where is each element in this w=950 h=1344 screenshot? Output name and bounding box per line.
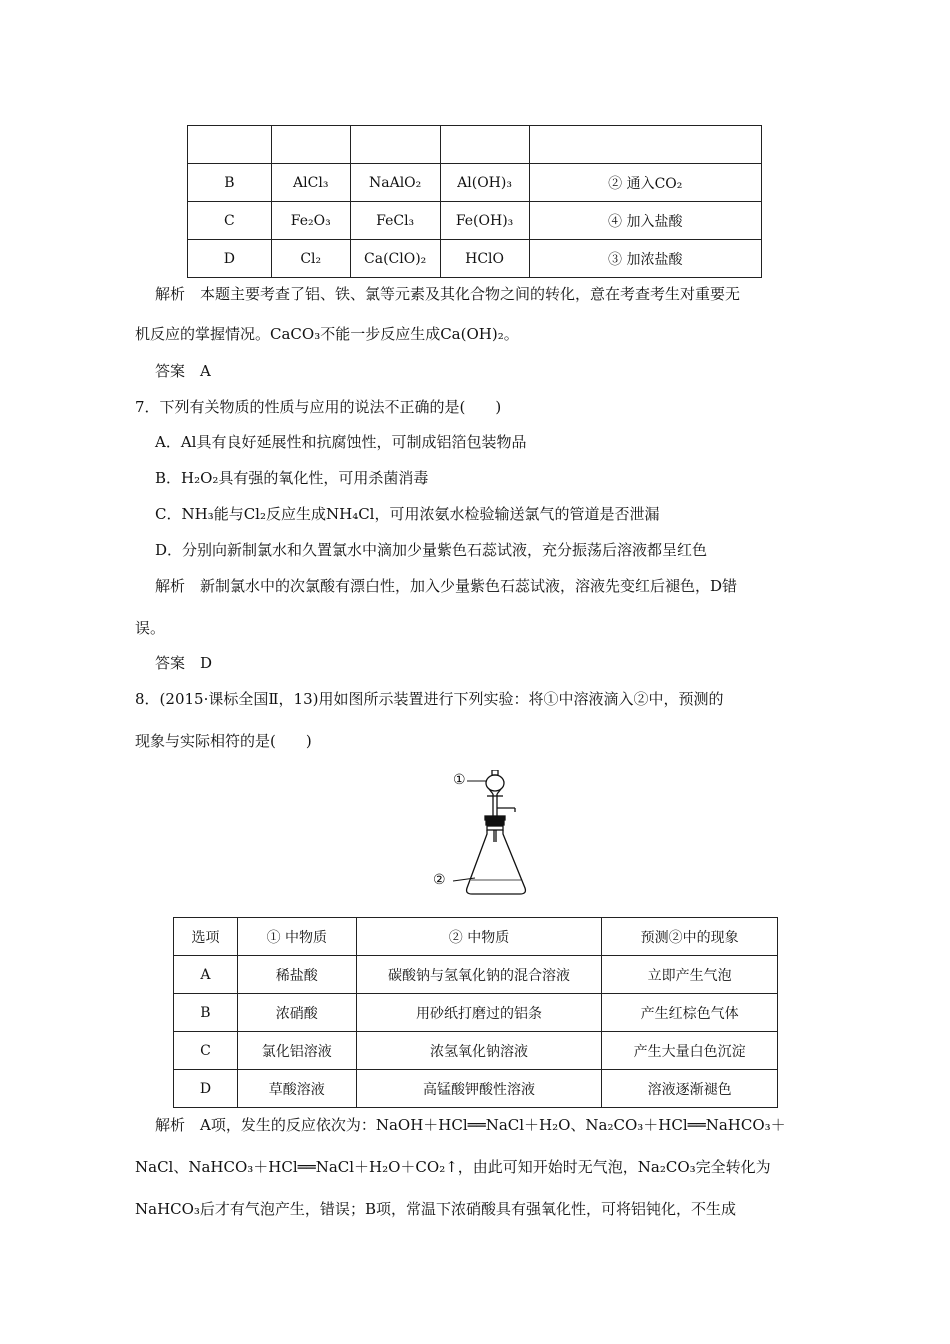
table-row (188, 126, 762, 164)
table-cell (271, 126, 350, 164)
table-cell: 浓硝酸 (237, 994, 356, 1032)
table-cell: NaAlO₂ (350, 164, 440, 202)
q8-analysis-line1: 解析 A项，发生的反应依次为：NaOH＋HCl══NaCl＋H₂O、Na₂CO₃＋HCl══NaHCO₃＋ (155, 1116, 786, 1134)
table-cell: 草酸溶液 (237, 1070, 356, 1108)
q7-option-c: C．NH₃能与Cl₂反应生成NH₄Cl，可用浓氨水检验输送氯气的管道是否泄漏 (155, 505, 660, 523)
table-cell: 产生红棕色气体 (602, 994, 778, 1032)
table-cell: C (174, 1032, 238, 1070)
table-cell: AlCl₃ (271, 164, 350, 202)
table-cell: Ca(ClO)₂ (350, 240, 440, 278)
apparatus-figure (445, 770, 555, 900)
table-cell (350, 126, 440, 164)
funnel-bulb (486, 775, 504, 791)
table-cell: A (174, 956, 238, 994)
figure-label-1: ① (453, 772, 466, 788)
q7-option-b: B．H₂O₂具有强的氧化性，可用杀菌消毒 (155, 469, 429, 487)
table-cell: Fe(OH)₃ (440, 202, 529, 240)
table-cell: D (174, 1070, 238, 1108)
table-header-row (174, 918, 778, 956)
table-row (174, 994, 778, 1032)
table-cell: Al(OH)₃ (440, 164, 529, 202)
q7-stem: 7．下列有关物质的性质与应用的说法不正确的是( ) (135, 398, 502, 416)
funnel-stopper (492, 770, 498, 775)
table-row (174, 956, 778, 994)
q8-analysis-line3: NaHCO₃后才有气泡产生，错误；B项，常温下浓硝酸具有强氧化性，可将铝钝化，不生成 (135, 1200, 736, 1218)
q6-analysis-line1: 解析 本题主要考查了铝、铁、氯等元素及其化合物之间的转化，意在考查考生对重要无 (155, 285, 741, 303)
table-cell: 氯化铝溶液 (237, 1032, 356, 1070)
table-cell (188, 126, 272, 164)
table-cell: D (188, 240, 272, 278)
rubber-stopper-band (485, 816, 505, 820)
q7-option-a: A．Al具有良好延展性和抗腐蚀性，可制成铝箔包装物品 (155, 433, 527, 451)
table-cell: C (188, 202, 272, 240)
table-row (188, 202, 762, 240)
table-cell: 产生大量白色沉淀 (602, 1032, 778, 1070)
table-cell: ③ 加浓盐酸 (529, 240, 761, 278)
q8-analysis-line2: NaCl、NaHCO₃＋HCl══NaCl＋H₂O＋CO₂↑，由此可知开始时无气泡，Na₂CO₃完全转化为 (135, 1158, 771, 1176)
table-row (188, 164, 762, 202)
table-cell (440, 126, 529, 164)
q6-answer: 答案 A (155, 362, 211, 380)
table-cell: ② 通入CO₂ (529, 164, 761, 202)
table-cell: Cl₂ (271, 240, 350, 278)
q8-stem-line2: 现象与实际相符的是( ) (135, 732, 312, 750)
table-cell (529, 126, 761, 164)
table-cell: Fe₂O₃ (271, 202, 350, 240)
table-cell: FeCl₃ (350, 202, 440, 240)
table-cell: HClO (440, 240, 529, 278)
table-cell: 碳酸钠与氢氧化钠的混合溶液 (356, 956, 602, 994)
table-header-cell: 预测②中的现象 (602, 918, 778, 956)
q7-answer: 答案 D (155, 654, 213, 672)
table-header-cell: 选项 (174, 918, 238, 956)
table-cell: 溶液逐渐褪色 (602, 1070, 778, 1108)
q8-stem-line1: 8．(2015·课标全国Ⅱ，13)用如图所示装置进行下列实验：将①中溶液滴入②中，预测的 (135, 690, 724, 708)
q7-option-d: D．分别向新制氯水和久置氯水中滴加少量紫色石蕊试液，充分振荡后溶液都呈红色 (155, 541, 708, 559)
table-header-cell: ① 中物质 (237, 918, 356, 956)
table-cell: 高锰酸钾酸性溶液 (356, 1070, 602, 1108)
table-cell: ④ 加入盐酸 (529, 202, 761, 240)
table-cell: 立即产生气泡 (602, 956, 778, 994)
table-cell: 稀盐酸 (237, 956, 356, 994)
table-row (188, 240, 762, 278)
table-cell: B (174, 994, 238, 1032)
q7-analysis-line1: 解析 新制氯水中的次氯酸有漂白性，加入少量紫色石蕊试液，溶液先变红后褪色，D错 (155, 577, 738, 595)
table-cell: 浓氢氧化钠溶液 (356, 1032, 602, 1070)
q6-table (187, 125, 762, 278)
q6-analysis-line2: 机反应的掌握情况。CaCO₃不能一步反应生成Ca(OH)₂。 (135, 325, 519, 343)
table-cell: B (188, 164, 272, 202)
table-cell: 用砂纸打磨过的铝条 (356, 994, 602, 1032)
q7-analysis-line2: 误。 (135, 619, 166, 637)
figure-label-2: ② (433, 872, 446, 888)
table-row (174, 1070, 778, 1108)
q8-table (173, 917, 778, 1108)
table-row (174, 1032, 778, 1070)
table-header-cell: ② 中物质 (356, 918, 602, 956)
